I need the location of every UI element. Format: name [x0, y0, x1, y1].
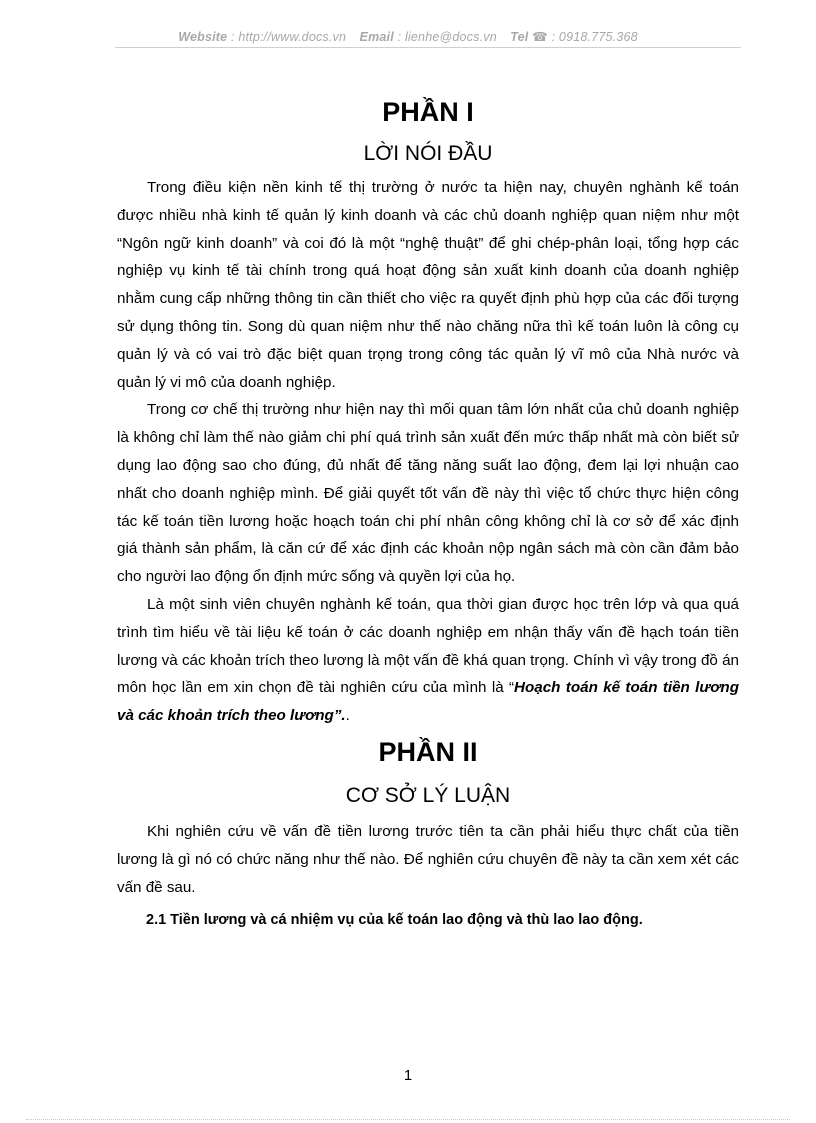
email-label: Email [359, 30, 394, 44]
page-number: 1 [403, 1067, 413, 1084]
section-heading: 2.1 Tiền lương và cá nhiệm vụ của kế toán lao động và thù lao lao động. [146, 912, 643, 929]
paragraph-text: Là một sinh viên chuyên nghành kế toán, qua thời gian được học trên lớp và qua quá trình tìm hiểu về tài liệu kế toán ở các doanh nghiệp em nhận thấy vấn đề hạch toán tiền lương và các khoản trích theo lương là một vấn đề khá quan trọng. Chính vì vậy trong đồ án môn học lần em xin chọn đề tài nghiên cứu của mình là “ [117, 595, 739, 697]
part-2-title: PHẦN II [378, 736, 478, 767]
paragraph: Khi nghiên cứu về vấn đề tiền lương trước tiên ta cần phải hiểu thực chất của tiền lương là gì nó có chức năng như thế nào. Để nghiên cứu chuyên đề này ta cần xem xét các vấn đề sau. [117, 822, 739, 896]
part-1-title: PHẦN I [382, 97, 474, 127]
website-value: : http://www.docs.vn [231, 30, 347, 44]
website-label: Website [178, 30, 228, 44]
email-value: : lienhe@docs.vn [397, 30, 497, 44]
page-bottom-border [26, 1119, 790, 1120]
thesis-title: Hoạch toán kế toán tiền lương và các khoản trích theo lương”. [117, 679, 739, 725]
part-2-subtitle: CƠ SỞ LÝ LUẬN [345, 783, 511, 807]
document-body [117, 88, 739, 934]
paragraph: Trong cơ chế thị trường như hiện nay thì mối quan tâm lớn nhất của chủ doanh nghiệp là không chỉ làm thế nào giảm chi phí quá trình sản xuất đến mức thấp nhất mà còn biết sử dụng lao động sao cho đúng, đủ nhất để tăng năng suất lao động, đem lại lợi nhuận cao nhất cho doanh nghiệp mình. Để giải quyết tốt vấn đề này thì việc tổ chức thực hiện công tác kế toán tiền lương hoặc hoạch toán chi phí nhân công không chỉ là cơ sở để xác định giá thành sản phẩm, là căn cứ để xác định các khoản nộp ngân sách mà còn cần đảm bảo cho người lao động ổn định mức sống và quyền lợi của họ. [117, 401, 739, 586]
paragraph [117, 591, 739, 730]
tel-value: ☎ : 0918.775.368 [532, 30, 638, 44]
paragraph: Trong điều kiện nền kinh tế thị trường ở nước ta hiện nay, chuyên nghành kế toán được nhiều nhà kinh tế quản lý kinh doanh và các chủ doanh nghiệp quan niệm như một “Ngôn ngữ kinh doanh” và coi đó là một “nghệ thuật” để ghi chép-phân loại, tổng hợp các nghiệp vụ kinh tế tài chính trong quá hoạt động sản xuất kinh doanh của doanh nghiệp nhằm cung cấp những thông tin cần thiết cho việc ra quyết định phù hợp của các đối tượng sử dụng thông tin. Song dù quan niệm như thế nào chăng nữa thì kế toán luôn là công cụ quản lý và có vai trò đặc biệt quan trọng trong công tác quản lý vĩ mô của Nhà nước và quản lý vi mô của doanh nghiệp. [117, 179, 739, 391]
part-1-subtitle: LỜI NÓI ĐẦU [363, 142, 493, 165]
tel-label: Tel [510, 30, 529, 44]
header-divider [115, 47, 741, 48]
paragraph-end: . [345, 707, 350, 725]
page-header [0, 29, 816, 44]
